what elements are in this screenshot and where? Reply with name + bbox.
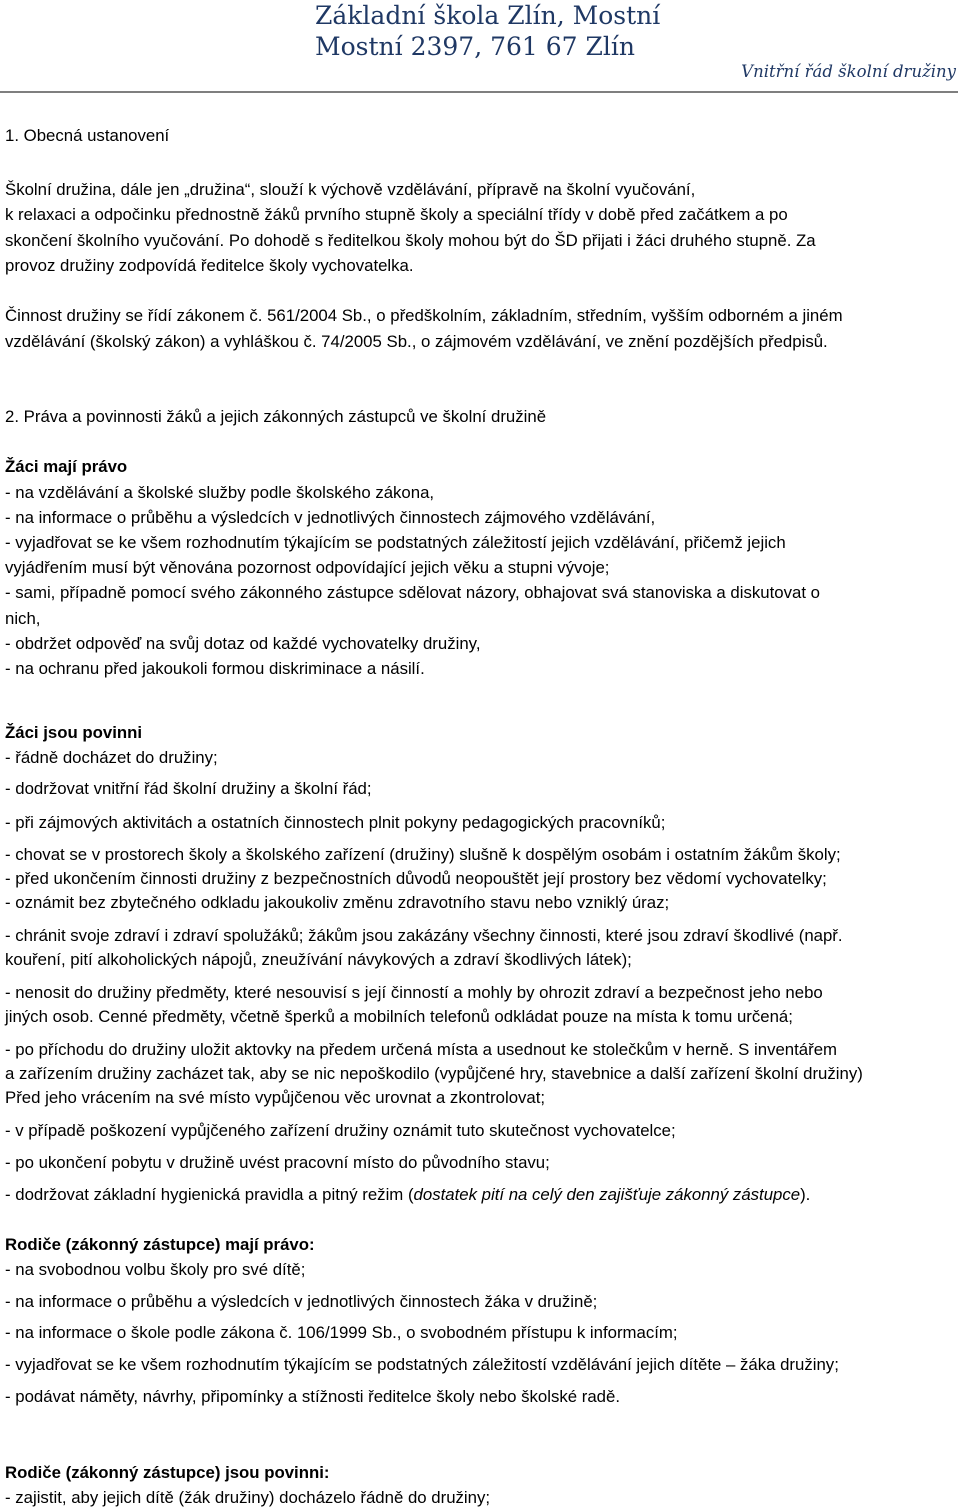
paragraph-line: Činnost družiny se řídí zákonem č. 561/2004 Sb., o předškolním, základním, středním, vyšším odborném a jiném <box>5 306 843 325</box>
paragraph-line: vzdělávání (školský zákon) a vyhláškou č. 74/2005 Sb., o zájmovém vzdělávání, ve znění pozdějších předpisů. <box>5 332 828 351</box>
parents-duties-title: Rodiče (zákonný zástupce) jsou povinni: <box>5 1463 330 1482</box>
paragraph-line: Školní družina, dále jen „družina“, slouží k výchově vzdělávání, přípravě na školní vyučování, <box>5 180 696 199</box>
list-item: - obdržet odpověď na svůj dotaz od každé vychovatelky družiny, <box>5 634 481 653</box>
list-item: a zařízením družiny zacházet tak, aby se nic nepoškodilo (vypůjčené hry, stavebnice a další zařízení školní družiny) <box>5 1064 863 1083</box>
list-item: - nenosit do družiny předměty, které nesouvisí s její činností a mohly by ohrozit zdraví a bezpečnost jeho nebo <box>5 983 823 1002</box>
header-divider <box>0 91 958 93</box>
list-item: - podávat náměty, návrhy, připomínky a stížnosti ředitelce školy nebo školské radě. <box>5 1387 620 1406</box>
list-item: - chovat se v prostorech školy a školského zařízení (družiny) slušně k dospělým osobám i ostatním žákům školy; <box>5 845 841 864</box>
paragraph-line: provoz družiny zodpovídá ředitelce školy vychovatelka. <box>5 256 414 275</box>
list-item: - na svobodnou volbu školy pro své dítě; <box>5 1260 306 1279</box>
list-item: - při zájmových aktivitách a ostatních činnostech plnit pokyny pedagogických pracovníků; <box>5 813 666 832</box>
list-item: - vyjadřovat se ke všem rozhodnutím týkajícím se podstatných záležitostí vzdělávání jejich dítěte – žáka družiny; <box>5 1355 839 1374</box>
list-item: - vyjadřovat se ke všem rozhodnutím týkajícím se podstatných záležitostí jejich vzdělávání, přičemž jejich <box>5 533 786 552</box>
list-item: Před jeho vrácením na své místo vypůjčenou věc urovnat a zkontrolovat; <box>5 1088 546 1107</box>
list-item: - po příchodu do družiny uložit aktovky na předem určená místa a usednout ke stolečkům v herně. S inventářem <box>5 1040 838 1059</box>
pupils-duties-title: Žáci jsou povinni <box>5 723 143 742</box>
list-item: - zajistit, aby jejich dítě (žák družiny) docházelo řádně do družiny; <box>5 1488 491 1507</box>
list-item: - po ukončení pobytu v družině uvést pracovní místo do původního stavu; <box>5 1153 550 1172</box>
list-item: - řádně docházet do družiny; <box>5 748 218 767</box>
list-item: - v případě poškození vypůjčeného zařízení družiny oznámit tuto skutečnost vychovatelce; <box>5 1121 676 1140</box>
document-label: Vnitřní řád školní družiny <box>741 62 956 81</box>
paragraph-line: k relaxaci a odpočinku přednostně žáků prvního stupně školy a speciální třídy v době před začátkem a po <box>5 205 788 224</box>
list-item-hygiene <box>5 1183 810 1207</box>
list-item: - na informace o škole podle zákona č. 106/1999 Sb., o svobodném přístupu k informacím; <box>5 1323 678 1342</box>
list-item: - na vzdělávání a školské služby podle školského zákona, <box>5 483 435 502</box>
list-item: - sami, případně pomocí svého zákonného zástupce sdělovat názory, obhajovat svá stanoviska a diskutovat o <box>5 583 820 602</box>
paragraph-line: skončení školního vyučování. Po dohodě s ředitelkou školy mohou být do ŠD přijati i žáci druhého stupně. Za <box>5 231 816 250</box>
pupils-rights-title: Žáci mají právo <box>5 457 128 476</box>
list-item: nich, <box>5 609 41 628</box>
list-item: vyjádřením musí být věnována pozornost odpovídající jejich věku a stupni vývoje; <box>5 558 610 577</box>
hygiene-text: - dodržovat základní hygienická pravidla a pitný režim ( <box>5 1185 414 1204</box>
list-item: - na informace o průběhu a výsledcích v jednotlivých činnostech zájmového vzdělávání, <box>5 508 656 527</box>
parents-rights-title: Rodiče (zákonný zástupce) mají právo: <box>5 1235 315 1254</box>
school-address: Mostní 2397, 761 67 Zlín <box>315 32 635 61</box>
list-item: - dodržovat vnitřní řád školní družiny a školní řád; <box>5 779 372 798</box>
list-item: - oznámit bez zbytečného odkladu jakoukoliv změnu zdravotního stavu nebo vzniklý úraz; <box>5 893 670 912</box>
list-item: - chránit svoje zdraví i zdraví spolužáků; žákům jsou zakázány všechny činnosti, které jsou zdraví škodlivé (např. <box>5 926 843 945</box>
list-item: - na ochranu před jakoukoli formou diskriminace a násilí. <box>5 659 425 678</box>
hygiene-note: dostatek pití na celý den zajišťuje zákonný zástupce <box>413 1185 801 1204</box>
list-item: - před ukončením činnosti družiny z bezpečnostních důvodů neopouštět její prostory bez vědomí vychovatelky; <box>5 869 827 888</box>
school-name: Základní škola Zlín, Mostní <box>315 1 661 30</box>
hygiene-text-end: ). <box>800 1185 811 1204</box>
list-item: - na informace o průběhu a výsledcích v jednotlivých činnostech žáka v družině; <box>5 1292 598 1311</box>
list-item: kouření, pití alkoholických nápojů, zneužívání návykových a zdraví škodlivých látek); <box>5 950 632 969</box>
section-1-heading: 1. Obecná ustanovení <box>5 126 170 145</box>
section-2-heading: 2. Práva a povinnosti žáků a jejich zákonných zástupců ve školní družině <box>5 407 547 426</box>
list-item: jiných osob. Cenné předměty, včetně šperků a mobilních telefonů odkládat pouze na místa k tomu určená; <box>5 1007 793 1026</box>
